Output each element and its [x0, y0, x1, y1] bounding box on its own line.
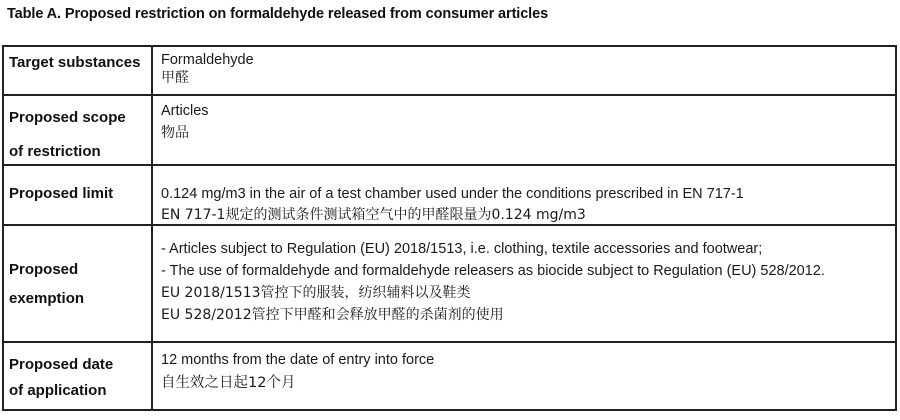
row-label: Proposed limit — [9, 185, 114, 202]
row-label-cell — [3, 342, 152, 410]
value-line-zh: 自生效之日起12个月 — [161, 375, 296, 391]
table-row-proposed-scope — [3, 95, 896, 165]
row-label: of restriction — [9, 143, 101, 160]
row-value-cell — [152, 165, 896, 225]
value-line-en: 0.124 mg/m3 in the air of a test chamber used under the conditions prescribed in EN 717-1 — [161, 186, 744, 202]
row-label: Proposed scope — [9, 109, 126, 126]
row-value-cell — [152, 46, 896, 95]
value-line-zh: EN 717-1规定的测试条件测试箱空气中的甲醛限量为0.124 mg/m3 — [161, 207, 586, 223]
row-label-cell — [3, 165, 152, 225]
row-label: Target substances — [9, 54, 141, 71]
row-label: of application — [9, 382, 107, 399]
restriction-table — [2, 45, 897, 411]
row-label-cell — [3, 225, 152, 342]
row-label-cell — [3, 95, 152, 165]
row-label: Proposed — [9, 260, 79, 278]
value-line-zh: 甲醛 — [161, 70, 189, 86]
value-line-en: Articles — [161, 103, 209, 119]
row-value-cell — [152, 225, 896, 342]
value-line-zh: 物品 — [161, 125, 189, 141]
row-value-cell — [152, 95, 896, 165]
table-row-proposed-date — [3, 342, 896, 410]
value-line-en: 12 months from the date of entry into force — [161, 352, 435, 368]
value-line-zh: EU 2018/1513管控下的服装，纺织辅料以及鞋类 — [161, 285, 471, 301]
value-line-en: Formaldehyde — [161, 52, 254, 68]
value-line-zh: EU 528/2012管控下甲醛和会释放甲醛的杀菌剂的使用 — [161, 307, 504, 323]
row-label: exemption — [9, 289, 85, 307]
value-line-en: - Articles subject to Regulation (EU) 2018/1513, i.e. clothing, textile accessories and footwear; — [161, 241, 763, 257]
table-caption: Table A. Proposed restriction on formaldehyde released from consumer articles — [7, 6, 549, 22]
row-label-cell — [3, 46, 152, 95]
table-row-target-substances — [3, 46, 896, 95]
row-label: Proposed date — [9, 356, 114, 373]
value-line-en: - The use of formaldehyde and formaldehyde releasers as biocide subject to Regulation (EU) 528/2012. — [161, 263, 825, 279]
table-row-proposed-limit — [3, 165, 896, 225]
table-row-proposed-exemption — [3, 225, 896, 342]
row-value-cell — [152, 342, 896, 410]
